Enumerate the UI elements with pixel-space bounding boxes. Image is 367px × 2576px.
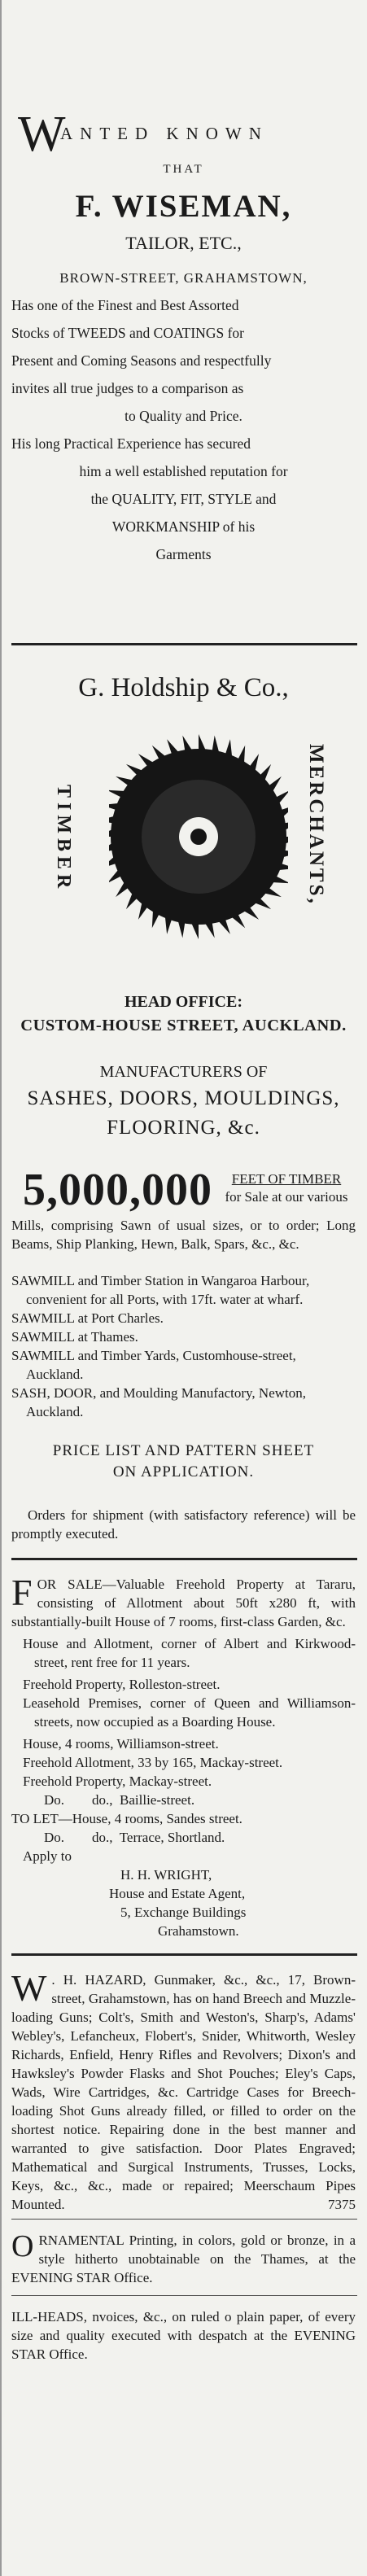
caption-line: for Sale at our various (225, 1189, 348, 1205)
sale-item: Leasehold Premises, corner of Queen and Williamson-streets, now occupied as a Boarding House. (23, 1695, 356, 1730)
merchants-vertical-label: MERCHANTS, (305, 744, 327, 906)
ornamental-body (11, 2231, 356, 2287)
ornamental-printing-advertisement (2, 2231, 367, 2287)
bill-heads-text: ILL-HEADS, nvoices, &c., on ruled o plain paper, of every size and quality executed with despatch at the EVENING STAR Office. (11, 2309, 356, 2362)
agent-name: H. H. WRIGHT, (120, 1867, 212, 1883)
stock-description: Mills, comprising Sawn of usual sizes, or to order; Long Beams, Ship Planking, Hewn, Balk, Spars, &c., &c. (11, 1218, 356, 1252)
location-item: SASH, DOOR, and Moulding Manufactory, Newton, Auckland. (11, 1385, 307, 1419)
sawblade-block (11, 711, 356, 972)
products-line: SASHES, DOORS, MOULDINGS, (27, 1087, 340, 1109)
section-divider (11, 2295, 357, 2296)
sale-item: Freehold Allotment, 33 by 165, Mackay-street. (23, 1755, 283, 1770)
sale-item: Do. do., Baillie-street. (44, 1792, 195, 1808)
body-line: invites all true judges to a comparison as (11, 380, 244, 396)
head-office-label: HEAD OFFICE: (125, 993, 242, 1011)
section-divider (11, 1558, 357, 1560)
drop-capital: F (11, 1572, 33, 1613)
that-label: THAT (163, 163, 204, 176)
location-item: SAWMILL at Thames. (11, 1329, 138, 1345)
body-line: him a well established reputation for (79, 463, 288, 479)
body-line: the QUALITY, FIT, STYLE and (90, 491, 277, 507)
head-office-address: CUSTOM-HOUSE STREET, AUCKLAND. (20, 1017, 347, 1034)
ad-code: 7375 (328, 2197, 356, 2212)
caption-line: FEET OF TIMBER (231, 1171, 342, 1187)
location-item: SAWMILL and Timber Station in Wangaroa Harbour, convenient for all Ports, with 17ft. water at wharf. (11, 1273, 310, 1307)
hazard-body (11, 1967, 356, 2214)
sale-item: Apply to (23, 1848, 72, 1864)
products-line: FLOORING, &c. (107, 1117, 260, 1139)
sale-item: House, 4 rooms, Williamson-street. (23, 1736, 219, 1752)
hazard-text: . H. HAZARD, Gunmaker, &c., &c., 17, Brown-street, Grahamstown, has on hand Breech and Muzzle-loading Guns; Colt's, Smith and Weston's, Sharp's, Adams' Webley's, Lefancheux, Flobert's, Snider, Whitworth, Wesley Richards, Enfield, Henry Rifles and Revolvers; Dixon's and Hawksley's Powder Flasks and Shot Pouches; Eley's Caps, Wads, Wire Cartridges, &c. Cartridge Cases for Breech-loading Shot Guns already filled, or filled to order on the shortest notice. Repairing done in the best manner and warranted to give satisfaction. Door Plates Engraved; Mathematical and Surgical Instruments, Trusses, Locks, Keys, &c., &c., made or repaired; Meerschaum Pipes Mounted. (11, 1972, 356, 2212)
sale-item: OR SALE—Valuable Freehold Property at Tararu, consisting of Allotment about 50ft x280 ft, with substantially-built House of 7 rooms, first-class Garden, &c. (11, 1577, 356, 1629)
section-divider (11, 1953, 357, 1956)
price-list-notice (11, 1441, 356, 1483)
circular-saw-icon (109, 715, 288, 967)
body-line: Garments (155, 546, 212, 562)
section-divider (11, 2219, 357, 2220)
for-sale-advertisement (2, 1572, 367, 1940)
body-line: Has one of the Finest and Best Assorted (11, 297, 239, 313)
mill-locations (11, 1271, 356, 1421)
location-item: SAWMILL and Timber Yards, Customhouse-street, Auckland. (11, 1348, 296, 1382)
holdship-advertisement (2, 673, 367, 1543)
merchant-address: BROWN-STREET, GRAHAMSTOWN, (59, 270, 308, 286)
agent-signature (11, 1865, 356, 1940)
timber-quantity: 5,000,000 (23, 1165, 212, 1215)
price-line: PRICE LIST AND PATTERN SHEET (52, 1442, 315, 1459)
merchant-trade: TAILOR, ETC., (125, 233, 242, 253)
hazard-advertisement (2, 1967, 367, 2214)
sale-item: Freehold Property, Mackay-street. (23, 1773, 212, 1789)
body-line: His long Practical Experience has secured (11, 435, 251, 452)
wiseman-advertisement (2, 0, 367, 568)
sale-item: Do. do., Terrace, Shortland. (44, 1830, 225, 1845)
ornamental-text: RNAMENTAL Printing, in colors, gold or bronze, in a style hitherto unobtainable on the Thames, at the EVENING STAR Office. (11, 2233, 356, 2285)
body-line: Present and Coming Seasons and respectfully (11, 352, 272, 369)
price-line: ON APPLICATION. (112, 1463, 255, 1480)
timber-quantity-caption (205, 1170, 367, 1206)
wiseman-body (11, 291, 356, 568)
orders-notice: Orders for shipment (with satisfactory reference) will be promptly executed. (11, 1507, 356, 1542)
drop-capital: O (11, 2229, 34, 2263)
manufacturers-label: MANUFACTURERS OF (99, 1063, 268, 1081)
bill-heads-advertisement (2, 2307, 367, 2364)
drop-capital: W (11, 1967, 47, 2009)
wanted-initial: W (18, 107, 66, 162)
body-line: to Quality and Price. (125, 408, 242, 424)
agent-title: House and Estate Agent, (109, 1886, 246, 1901)
for-sale-body (11, 1572, 356, 1940)
sale-item: House and Allotment, corner of Albert and Kirkwood-street, rent free for 11 years. (23, 1636, 356, 1670)
timber-quantity-row (11, 1166, 356, 1214)
body-line: Stocks of TWEEDS and COATINGS for (11, 325, 244, 341)
body-line: WORKMANSHIP of his (111, 518, 256, 535)
wanted-known-heading (11, 107, 356, 162)
merchant-name: F. WISEMAN, (75, 189, 292, 224)
section-divider (11, 643, 357, 645)
agent-address: 5, Exchange Buildings (120, 1905, 247, 1920)
wanted-rest: ANTED KNOWN (60, 124, 269, 143)
timber-vertical-label: TIMBER (53, 785, 74, 894)
sale-item: TO LET—House, 4 rooms, Sandes street. (11, 1811, 242, 1826)
company-name: G. Holdship & Co., (78, 673, 289, 702)
sale-item: Freehold Property, Rolleston-street. (23, 1677, 221, 1692)
location-item: SAWMILL at Port Charles. (11, 1310, 164, 1326)
agent-address: Grahamstown. (158, 1923, 239, 1939)
